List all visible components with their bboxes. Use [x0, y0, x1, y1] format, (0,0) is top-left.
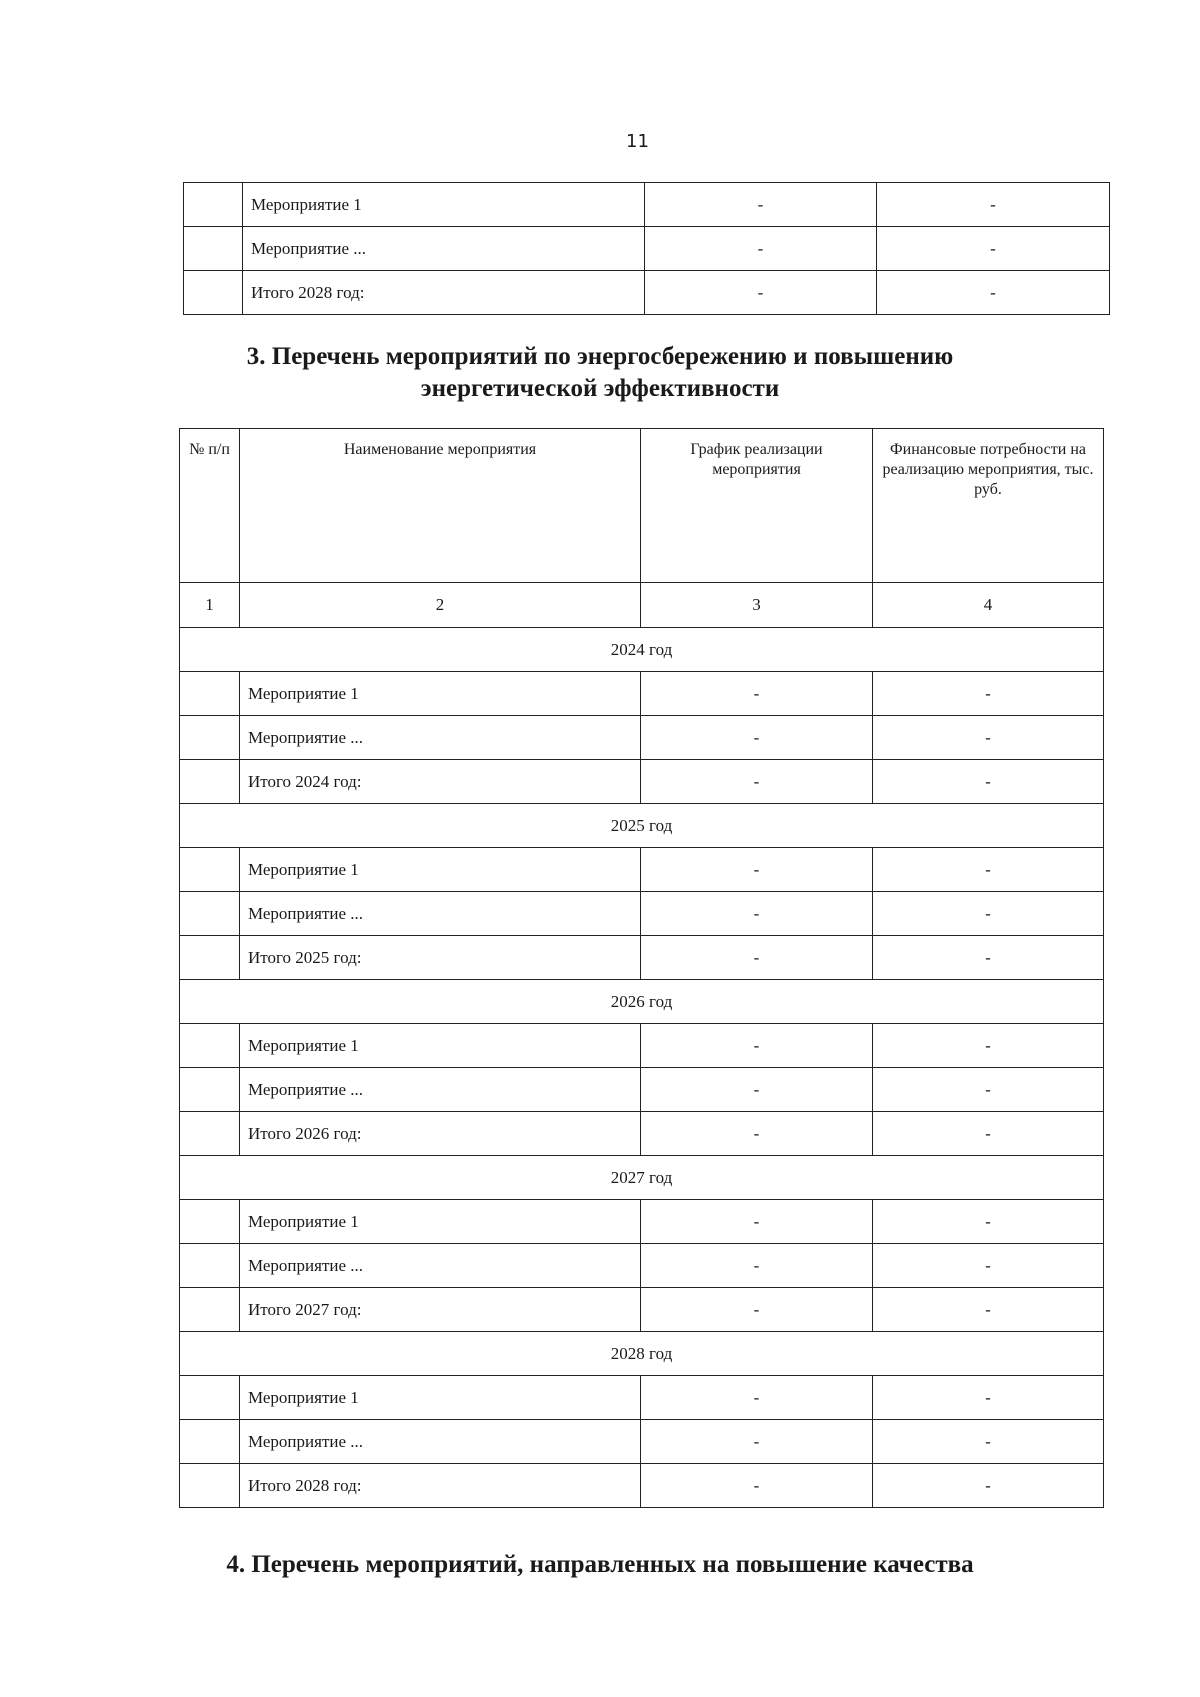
energy-saving-measures-table [179, 428, 1104, 1508]
table-row [180, 1112, 1104, 1156]
schedule-cell: - [641, 1112, 873, 1156]
table-row [184, 183, 1110, 227]
row-number-cell [184, 227, 243, 271]
schedule-cell: - [641, 1288, 873, 1332]
table-row [184, 227, 1110, 271]
schedule-cell: - [641, 1464, 873, 1508]
year-label: 2028 год [180, 1332, 1104, 1376]
section-3-title-line-2: энергетической эффективности [420, 375, 780, 402]
table-row [180, 936, 1104, 980]
year-row [180, 1156, 1104, 1200]
table-row [180, 1464, 1104, 1508]
row-number-cell [184, 271, 243, 315]
schedule-cell: - [641, 936, 873, 980]
schedule-cell: - [641, 848, 873, 892]
finance-cell: - [873, 672, 1104, 716]
header-name: Наименование мероприятия [240, 429, 641, 583]
row-number-cell [180, 892, 240, 936]
event-name-cell: Итого 2025 год: [240, 936, 641, 980]
event-name-cell: Мероприятие ... [240, 1420, 641, 1464]
finance-cell: - [877, 227, 1110, 271]
finance-cell: - [873, 1288, 1104, 1332]
schedule-cell: - [641, 1024, 873, 1068]
section-4-title [0, 1549, 1200, 1581]
event-name-cell: Мероприятие ... [240, 1244, 641, 1288]
table-row [180, 1200, 1104, 1244]
row-number-cell [180, 1376, 240, 1420]
schedule-cell: - [641, 716, 873, 760]
row-number-cell [180, 1024, 240, 1068]
finance-cell: - [877, 271, 1110, 315]
event-name-cell: Мероприятие 1 [240, 672, 641, 716]
header-num: № п/п [180, 429, 240, 583]
row-number-cell [184, 183, 243, 227]
year-row [180, 980, 1104, 1024]
event-name-cell: Мероприятие 1 [240, 1024, 641, 1068]
event-name-cell: Итого 2028 год: [243, 271, 645, 315]
table-header-row [180, 429, 1104, 583]
year-label: 2025 год [180, 804, 1104, 848]
continued-table [183, 182, 1110, 315]
column-number: 4 [873, 583, 1104, 628]
table-row [180, 672, 1104, 716]
page-number: 11 [626, 131, 649, 152]
schedule-cell: - [641, 1200, 873, 1244]
finance-cell: - [877, 183, 1110, 227]
section-3-title [0, 341, 1200, 405]
section-3-title-line-1: 3. Перечень мероприятий по энергосбережению и повышению [246, 343, 954, 370]
schedule-cell: - [641, 1244, 873, 1288]
finance-cell: - [873, 1068, 1104, 1112]
schedule-cell: - [641, 892, 873, 936]
schedule-cell: - [641, 1376, 873, 1420]
row-number-cell [180, 672, 240, 716]
table-row [180, 1288, 1104, 1332]
year-row [180, 1332, 1104, 1376]
event-name-cell: Итого 2027 год: [240, 1288, 641, 1332]
year-row [180, 804, 1104, 848]
finance-cell: - [873, 1244, 1104, 1288]
table-row [180, 1244, 1104, 1288]
table-row [180, 1376, 1104, 1420]
column-number: 1 [180, 583, 240, 628]
finance-cell: - [873, 1464, 1104, 1508]
schedule-cell: - [641, 672, 873, 716]
event-name-cell: Мероприятие ... [240, 716, 641, 760]
table-row [180, 1420, 1104, 1464]
event-name-cell: Мероприятие 1 [240, 848, 641, 892]
section-4-title-line-1: 4. Перечень мероприятий, направленных на повышение качества [226, 1551, 974, 1578]
finance-cell: - [873, 1200, 1104, 1244]
row-number-cell [180, 1112, 240, 1156]
event-name-cell: Мероприятие 1 [240, 1376, 641, 1420]
row-number-cell [180, 1244, 240, 1288]
schedule-cell: - [645, 183, 877, 227]
event-name-cell: Итого 2024 год: [240, 760, 641, 804]
row-number-cell [180, 760, 240, 804]
table-row [180, 760, 1104, 804]
column-number: 3 [641, 583, 873, 628]
row-number-cell [180, 936, 240, 980]
row-number-cell [180, 1288, 240, 1332]
table-row [180, 1068, 1104, 1112]
schedule-cell: - [641, 760, 873, 804]
schedule-cell: - [641, 1068, 873, 1112]
event-name-cell: Мероприятие 1 [243, 183, 645, 227]
schedule-cell: - [645, 271, 877, 315]
event-name-cell: Мероприятие ... [240, 892, 641, 936]
year-row [180, 628, 1104, 672]
finance-cell: - [873, 936, 1104, 980]
event-name-cell: Мероприятие 1 [240, 1200, 641, 1244]
row-number-cell [180, 1464, 240, 1508]
year-label: 2027 год [180, 1156, 1104, 1200]
column-number: 2 [240, 583, 641, 628]
finance-cell: - [873, 848, 1104, 892]
table-row [180, 716, 1104, 760]
schedule-cell: - [645, 227, 877, 271]
finance-cell: - [873, 1376, 1104, 1420]
event-name-cell: Мероприятие ... [240, 1068, 641, 1112]
row-number-cell [180, 716, 240, 760]
header-finance: Финансовые потребности на реализацию мероприятия, тыс. руб. [873, 429, 1104, 583]
event-name-cell: Итого 2028 год: [240, 1464, 641, 1508]
table-row [180, 848, 1104, 892]
header-schedule: График реализации мероприятия [641, 429, 873, 583]
finance-cell: - [873, 892, 1104, 936]
row-number-cell [180, 848, 240, 892]
table-row [184, 271, 1110, 315]
year-label: 2026 год [180, 980, 1104, 1024]
finance-cell: - [873, 1112, 1104, 1156]
finance-cell: - [873, 760, 1104, 804]
row-number-cell [180, 1200, 240, 1244]
schedule-cell: - [641, 1420, 873, 1464]
table-row [180, 1024, 1104, 1068]
finance-cell: - [873, 1420, 1104, 1464]
event-name-cell: Итого 2026 год: [240, 1112, 641, 1156]
event-name-cell: Мероприятие ... [243, 227, 645, 271]
finance-cell: - [873, 1024, 1104, 1068]
row-number-cell [180, 1420, 240, 1464]
finance-cell: - [873, 716, 1104, 760]
row-number-cell [180, 1068, 240, 1112]
year-label: 2024 год [180, 628, 1104, 672]
table-row [180, 892, 1104, 936]
column-number-row [180, 583, 1104, 628]
